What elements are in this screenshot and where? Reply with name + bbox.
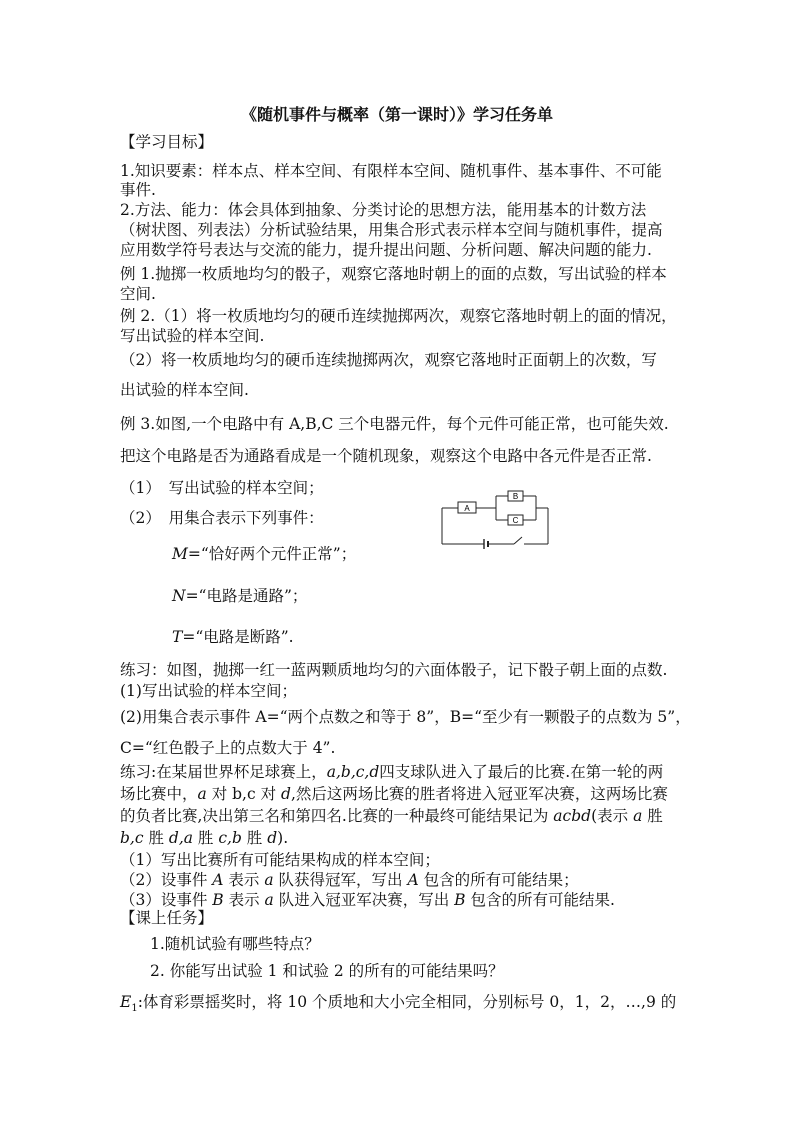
practice2-line [120, 762, 663, 782]
example-line: （1） 写出试验的样本空间； [120, 479, 324, 497]
text-segment: 练习:在某届世界杯足球赛上， [120, 763, 327, 781]
text-segment: 对 b,c 对 [206, 785, 282, 803]
math-symbol: acbd [553, 807, 592, 825]
text-segment: 胜 [192, 829, 219, 847]
teams-symbol: a,b,c,d [326, 763, 380, 781]
element-c-label: C [512, 516, 519, 525]
event-n-symbol: N [172, 587, 186, 605]
practice2-question: （1）写出比赛所有可能结果构成的样本空间； [120, 851, 440, 869]
practice2-question [120, 870, 579, 890]
example-line: 把这个电路是否为通路看成是一个随机现象，观察这个电路中各元件是否正常. [120, 447, 652, 465]
math-symbol: A [212, 871, 224, 889]
text-segment: 包含的所有可能结果； [418, 871, 579, 889]
element-b-label: B [512, 492, 519, 501]
text-segment: 场比赛中， [120, 785, 198, 803]
goal-line: 事件. [120, 181, 156, 199]
practice-line: 练习：如图，抛掷一红一蓝两颗质地均匀的六面体骰子，记下骰子朝上面的点数. [120, 661, 668, 679]
element-a-label: A [464, 504, 470, 513]
text-segment: 包含的所有可能结果. [465, 891, 615, 909]
example-line: 写出试验的样本空间. [120, 327, 265, 345]
example-line: 例 1.抛掷一枚质地均匀的骰子，观察它落地时朝上的面的点数，写出试验的样本 [120, 265, 667, 283]
practice2-line [120, 828, 288, 848]
event-n [172, 586, 307, 606]
text-segment: 胜 [642, 807, 663, 825]
task-e1-line [120, 992, 676, 1019]
text-segment: 的负者比赛,决出第三名和第四名.比赛的一种最终可能结果记为 [120, 807, 554, 825]
goal-line: （树状图、列表法）分析试验结果，用集合形式表示样本空间与随机事件，提高 [120, 221, 663, 239]
circuit-diagram [440, 486, 555, 550]
goal-line: 2.方法、能力：体会具体到抽象、分类讨论的思想方法，能用基本的计数方法 [120, 201, 647, 219]
task-item: 1.随机试验有哪些特点？ [150, 935, 320, 953]
event-t-text: =“电路是断路”. [182, 628, 294, 646]
example-line: （2） 用集合表示下列事件： [120, 509, 324, 527]
text-segment: 胜 [241, 829, 268, 847]
goal-line: 1.知识要素：样本点、样本空间、有限样本空间、随机事件、基本事件、不可能 [120, 162, 662, 180]
event-t-symbol: T [172, 628, 183, 646]
event-m-symbol: M [172, 545, 188, 563]
goal-line: 应用数学符号表达与交流的能力，提升提出问题、分析问题、解决问题的能力. [120, 241, 652, 259]
text-segment: （3）设事件 [120, 891, 213, 909]
math-symbol: a [264, 891, 274, 909]
text-segment: 表示 [223, 871, 265, 889]
math-symbol: a [633, 807, 643, 825]
practice2-question [120, 890, 615, 910]
text-segment: 表示 [223, 891, 265, 909]
e-symbol: E [120, 993, 132, 1011]
task-item: 2. 你能写出试验 1 和试验 2 的所有的可能结果吗？ [150, 962, 504, 980]
text-segment: （2）设事件 [120, 871, 213, 889]
text-segment: ,然后这两场比赛的胜者将进入冠亚军决赛，这两场比赛 [290, 785, 668, 803]
math-symbol: b,c [120, 829, 144, 847]
page-title: 《随机事件与概率（第一课时）》学习任务单 [240, 105, 553, 124]
example-line: 例 2.（1）将一枚质地均匀的硬币连续抛掷两次，观察它落地时朝上的面的情况， [120, 307, 677, 325]
practice-line: C=“红色骰子上的点数大于 4”. [120, 739, 336, 757]
section-heading-tasks: 【课上任务】 [120, 909, 214, 927]
e-text: :体育彩票摇奖时，将 10 个质地和大小完全相同，分别标号 0，1，2，…,9 的 [137, 993, 677, 1011]
event-n-text: =“电路是通路”； [185, 587, 308, 605]
text-segment: 胜 [143, 829, 169, 847]
text-segment: ). [277, 829, 289, 847]
math-symbol: a [197, 785, 207, 803]
example-line: （2）将一枚质地均匀的硬币连续抛掷两次，观察它落地时正面朝上的次数，写 [120, 351, 657, 369]
event-m-text: =“恰好两个元件正常”； [187, 545, 357, 563]
text-segment: 四支球队进入了最后的比赛.在第一轮的两 [379, 763, 664, 781]
text-segment: (表示 [591, 807, 634, 825]
math-symbol: a [264, 871, 274, 889]
math-symbol: A [407, 871, 419, 889]
math-symbol: c,b [218, 829, 242, 847]
math-symbol: d,a [168, 829, 193, 847]
e-subscript: 1 [131, 1003, 138, 1015]
math-symbol: B [212, 891, 224, 909]
math-symbol: d [281, 785, 291, 803]
practice-line: (1)写出试验的样本空间； [120, 682, 297, 700]
practice-line: (2)用集合表示事件 A=“两个点数之和等于 8”，B=“至少有一颗骰子的点数为 5”， [120, 708, 691, 726]
event-t [172, 627, 294, 647]
example-line: 例 3.如图,一个电路中有 A,B,C 三个电器元件，每个元件可能正常，也可能失效. [120, 415, 669, 433]
practice2-line [120, 784, 668, 804]
math-symbol: B [454, 891, 466, 909]
event-m [172, 544, 356, 564]
text-segment: 队进入冠亚军决赛，写出 [273, 891, 455, 909]
text-segment: 队获得冠军，写出 [273, 871, 408, 889]
practice2-line [120, 806, 663, 826]
section-heading-goals: 【学习目标】 [120, 133, 214, 151]
math-symbol: d [267, 829, 278, 847]
example-line: 出试验的样本空间. [120, 381, 249, 399]
example-line: 空间. [120, 285, 156, 303]
